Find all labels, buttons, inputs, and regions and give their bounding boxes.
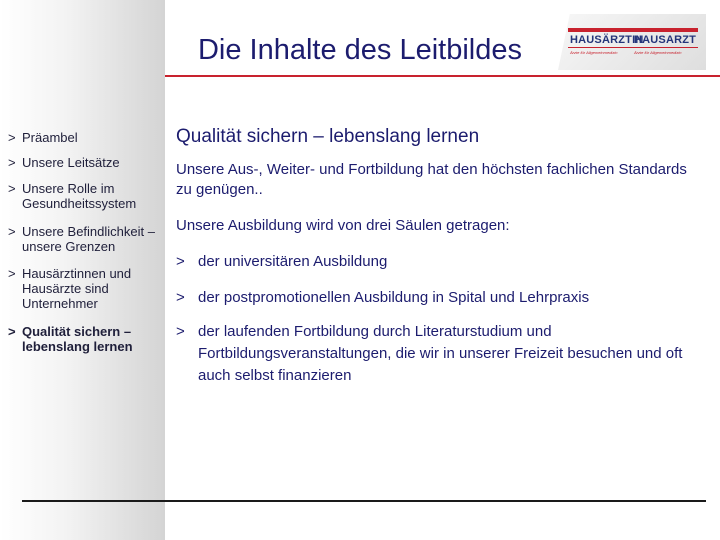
chevron-right-icon: > xyxy=(176,323,185,340)
content-intro: Unsere Ausbildung wird von drei Säulen getragen: xyxy=(176,217,510,234)
chevron-right-icon: > xyxy=(8,181,16,196)
pillar-item xyxy=(176,321,696,387)
slide-title: Die Inhalte des Leitbildes xyxy=(197,34,523,66)
footer-divider xyxy=(22,500,706,502)
nav-item-unternehmer[interactable] xyxy=(8,266,160,311)
nav-item-label: Hausärztinnen und Hausärzte sind Unternehmer xyxy=(22,266,132,311)
chevron-right-icon: > xyxy=(176,253,185,270)
chevron-right-icon: > xyxy=(8,224,16,239)
nav-item-label: Unsere Leitsätze xyxy=(22,155,120,170)
nav-item-praeambel[interactable] xyxy=(8,130,160,145)
logo-subtitle-right: Ärzte für Allgemeinmedizin xyxy=(634,50,682,55)
nav-item-label: Qualität sichern – lebenslang lernen xyxy=(22,324,133,354)
content-heading: Qualität sichern – lebenslang lernen xyxy=(176,126,480,147)
nav-item-befindlichkeit[interactable] xyxy=(8,224,160,254)
chevron-right-icon: > xyxy=(8,155,16,170)
nav-item-label: Unsere Befindlichkeit – unsere Grenzen xyxy=(22,224,155,254)
logo-word-hausarzt: HAUSARZT xyxy=(634,34,697,46)
content-lead: Unsere Aus-, Weiter- und Fortbildung hat den höchsten fachlichen Standards zu genügen.. xyxy=(176,161,687,198)
pillar-text: der laufenden Fortbildung durch Literaturstudium und Fortbildungsveranstaltungen, die wir in unserer Freizeit besuchen und oft auch selbst finanzieren xyxy=(198,323,683,384)
chevron-right-icon: > xyxy=(176,289,185,306)
chevron-right-icon: > xyxy=(8,324,16,339)
chevron-right-icon: > xyxy=(8,266,16,281)
pillar-text: der postpromotionellen Ausbildung in Spital und Lehrpraxis xyxy=(198,289,590,306)
pillar-item xyxy=(176,287,696,309)
pillar-item xyxy=(176,251,696,273)
logo-red-bar xyxy=(568,28,698,32)
nav-item-label: Unsere Rolle im Gesundheitssystem xyxy=(22,181,137,211)
logo-word-hausaerztin: HAUSÄRZTIN xyxy=(570,34,644,46)
pillar-text: der universitären Ausbildung xyxy=(198,253,388,270)
nav-item-leitsaetze[interactable] xyxy=(8,155,160,170)
logo-subtitle-left: Ärzte für Allgemeinmedizin xyxy=(570,50,618,55)
nav-item-qualitaet-active[interactable] xyxy=(8,324,160,354)
logo-red-line xyxy=(568,47,698,48)
hausarzt-logo xyxy=(558,14,706,70)
title-divider xyxy=(165,75,720,77)
chevron-right-icon: > xyxy=(8,130,16,145)
nav-item-rolle[interactable] xyxy=(8,181,160,211)
nav-item-label: Präambel xyxy=(22,130,78,145)
